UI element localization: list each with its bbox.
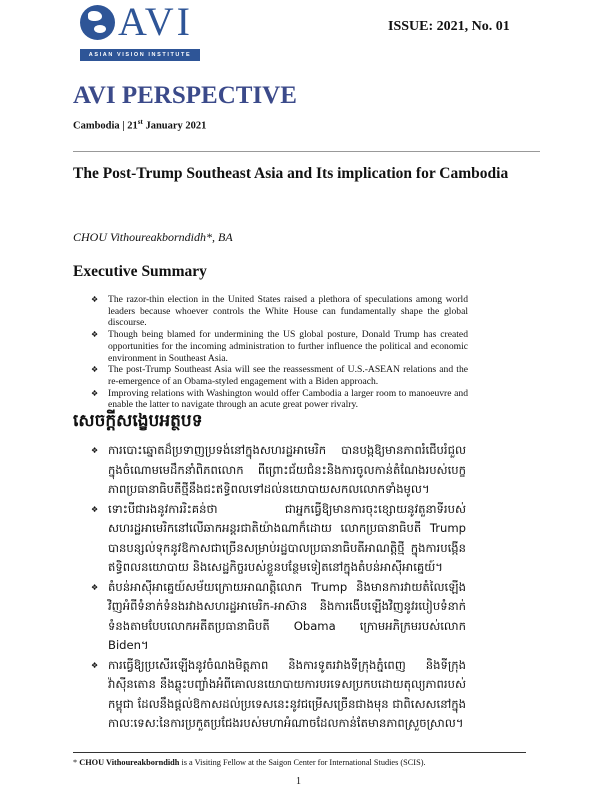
diamond-bullet-icon: ❖ xyxy=(91,446,99,455)
diamond-bullet-icon: ❖ xyxy=(91,295,99,304)
list-item-text: ការធ្វើឱ្យប្រសើរឡើងនូវចំណងមិត្តភាព និងការទូតរវាងទីក្រុងភ្នំពេញ និងទីក្រុងវ៉ាស៊ីនតោន នឹងឆ្លុះបញ្ចាំងអំពីគោលនយោបាយការបរទេសប្រកបដោយតុល្យភាពរបស់កម្ពុជា ដែលនឹងផ្តល់ឱកាសដល់ប្រទេសនេះនូវជម្រើសច្រើនជាងមុន ជាពិសេសនៅក្នុងកាលៈទេសៈនៃការប្រកួតប្រជែងរបស់មហាអំណាចដែលកាន់តែមានភាពស្រួចស្រាល។ xyxy=(108,657,466,730)
footnote xyxy=(73,758,426,767)
footnote-divider xyxy=(73,752,526,753)
footnote-marker: * xyxy=(73,758,80,767)
list-item-text: តំបន់អាស៊ីអាគ្នេយ៍សម័យក្រោយអាណត្តិលោក Trump និងមានការវាយតំលៃឡើងវិញអំពីទំនាក់ទំនងរវាងសហរដ្ឋអាមេរិក-អាស៊ាន និងការងើបឡើងវិញនូវរបៀបទំនាក់ទំនងតាមបែបលោកអតីតប្រធានាធិបតី Obama ក្រោមអភិក្រមរបស់លោក Biden។ xyxy=(108,579,466,652)
khmer-summary-heading: សេចក្តីសង្ខេបអត្ថបទ xyxy=(73,411,203,431)
diamond-bullet-icon: ❖ xyxy=(91,388,99,398)
list-item xyxy=(91,441,466,500)
executive-summary-heading: Executive Summary xyxy=(73,263,207,280)
article-title: The Post-Trump Southeast Asia and Its implication for Cambodia xyxy=(73,165,509,182)
dateline-prefix: Cambodia | 21 xyxy=(73,120,138,132)
list-item xyxy=(91,364,468,387)
footnote-name: CHOU Vithoureakborndidh xyxy=(79,758,180,767)
header-divider xyxy=(73,151,540,152)
list-item xyxy=(91,388,468,411)
list-item xyxy=(91,294,468,329)
diamond-bullet-icon: ❖ xyxy=(91,504,99,514)
list-item xyxy=(91,500,466,578)
list-item-text: ទោះបីជារងនូវការរិះគន់ថា ជាអ្នកធ្វើឱ្យមានការចុះខ្សោយនូវតួនាទីរបស់សហរដ្ឋអាមេរិកនៅលើឆាកអន្តរជាតិយ៉ាងណាក៏ដោយ លោកប្រធានាធិបតី Trump បានបន្សល់ទុកនូវឱកាសជាច្រើនសម្រាប់រដ្ឋបាលប្រធានាធិបតីអាណត្តិថ្មី ក្នុងការបង្កើនឥទ្ធិពលនយោបាយ និងសេដ្ឋកិច្ចរបស់ខ្លួនបន្ថែមទៀតនៅក្នុងតំបន់អាស៊ីអាគ្នេយ៍។ xyxy=(108,501,466,574)
diamond-bullet-icon: ❖ xyxy=(91,365,99,375)
logo-letters: AVI xyxy=(118,0,193,44)
list-item-text: The post-Trump Southeast Asia will see the reassessment of U.S.-ASEAN relations and the re-emergence of an Obama-styled engagement with a Biden approach. xyxy=(108,364,468,387)
diamond-bullet-icon: ❖ xyxy=(91,582,99,592)
list-item xyxy=(91,329,468,364)
series-title: AVI PERSPECTIVE xyxy=(73,82,297,109)
list-item xyxy=(91,578,466,656)
khmer-summary-list xyxy=(91,441,466,734)
logo-banner: ASIAN VISION INSTITUTE xyxy=(80,49,200,61)
list-item-text: Improving relations with Washington would offer Cambodia a larger room to manoeuvre and enable the latter to navigate through an acute great power rivalry. xyxy=(108,387,468,411)
avi-logo xyxy=(80,0,202,60)
list-item-text: ការបោះឆ្នោតដ៏ប្រទាញប្រទង់នៅក្នុងសហរដ្ឋអាមេរិក បានបង្កឱ្យមានភាពរំជើបរំជួលក្នុងចំណោមមេដឹកនាំពិភពលោក ពីព្រោះជ័យជំនះនិងការចូលកាន់តំណែងរបស់បេក្ខភាពប្រធានាធិបតីថ្មីនឹងជះឥទ្ធិពលទៅដល់នយោបាយសកលលោកទាំងមូល។ xyxy=(108,443,466,496)
issue-number: ISSUE: 2021, No. 01 xyxy=(388,19,510,34)
footnote-text: is a Visiting Fellow at the Saigon Center for International Studies (SCIS). xyxy=(179,758,426,767)
globe-icon xyxy=(80,5,115,40)
diamond-bullet-icon: ❖ xyxy=(91,330,99,340)
author: CHOU Vithoureakborndidh*, BA xyxy=(73,230,233,244)
dateline-suffix: January 2021 xyxy=(142,120,207,132)
dateline xyxy=(73,118,206,132)
diamond-bullet-icon: ❖ xyxy=(91,660,99,670)
list-item-text: The razor-thin election in the United States raised a plethora of speculations among world leaders because whoever controls the White House can fundamentally shape the global discourse. xyxy=(108,294,468,329)
list-item-text: Though being blamed for undermining the US global posture, Donald Trump has created opportunities for the incoming administration to further influence the political and economic environment in Southeast Asia. xyxy=(108,329,468,364)
executive-summary-list xyxy=(91,294,468,411)
list-item xyxy=(91,656,466,734)
page-number: 1 xyxy=(296,776,301,787)
dateline-sup: st xyxy=(137,118,143,126)
